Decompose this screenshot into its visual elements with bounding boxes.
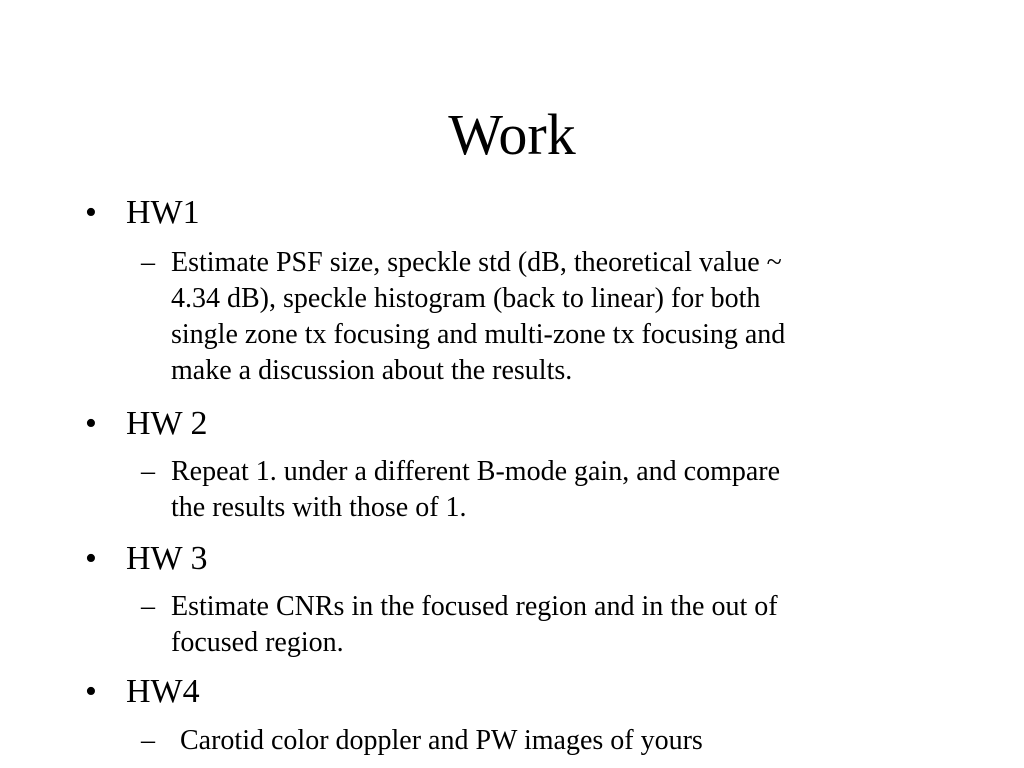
sub-item-text [171, 454, 931, 526]
sub-item-line: the results with those of 1. [171, 492, 467, 523]
sub-item-text [171, 245, 931, 389]
bullet-icon: • [85, 405, 97, 442]
bullet-heading: HW 3 [126, 540, 208, 577]
dash-icon: – [141, 725, 155, 756]
sub-item-line: Estimate CNRs in the focused region and in the out of [171, 591, 778, 622]
bullet-icon: • [85, 540, 97, 577]
dash-icon: – [141, 591, 155, 622]
bullet-icon: • [85, 673, 97, 710]
bullet-heading: HW4 [126, 673, 200, 710]
sub-item-line: focused region. [171, 627, 344, 658]
sub-item-line: make a discussion about the results. [171, 355, 573, 386]
bullet-heading: HW 2 [126, 405, 208, 442]
sub-item-line: 4.34 dB), speckle histogram (back to linear) for both [171, 283, 761, 314]
sub-item-line: single zone tx focusing and multi-zone tx focusing and [171, 319, 786, 350]
sub-item-text [171, 589, 931, 661]
bullet-heading: HW1 [126, 194, 200, 231]
dash-icon: – [141, 456, 155, 487]
sub-item-line: Repeat 1. under a different B-mode gain, and compare [171, 456, 781, 487]
sub-item-line: Carotid color doppler and PW images of yours [173, 725, 703, 756]
sub-item-text [173, 723, 933, 759]
sub-item-line: Estimate PSF size, speckle std (dB, theoretical value ~ [171, 247, 782, 278]
slide-title: Work [448, 102, 576, 167]
bullet-icon: • [85, 194, 97, 231]
dash-icon: – [141, 247, 155, 278]
